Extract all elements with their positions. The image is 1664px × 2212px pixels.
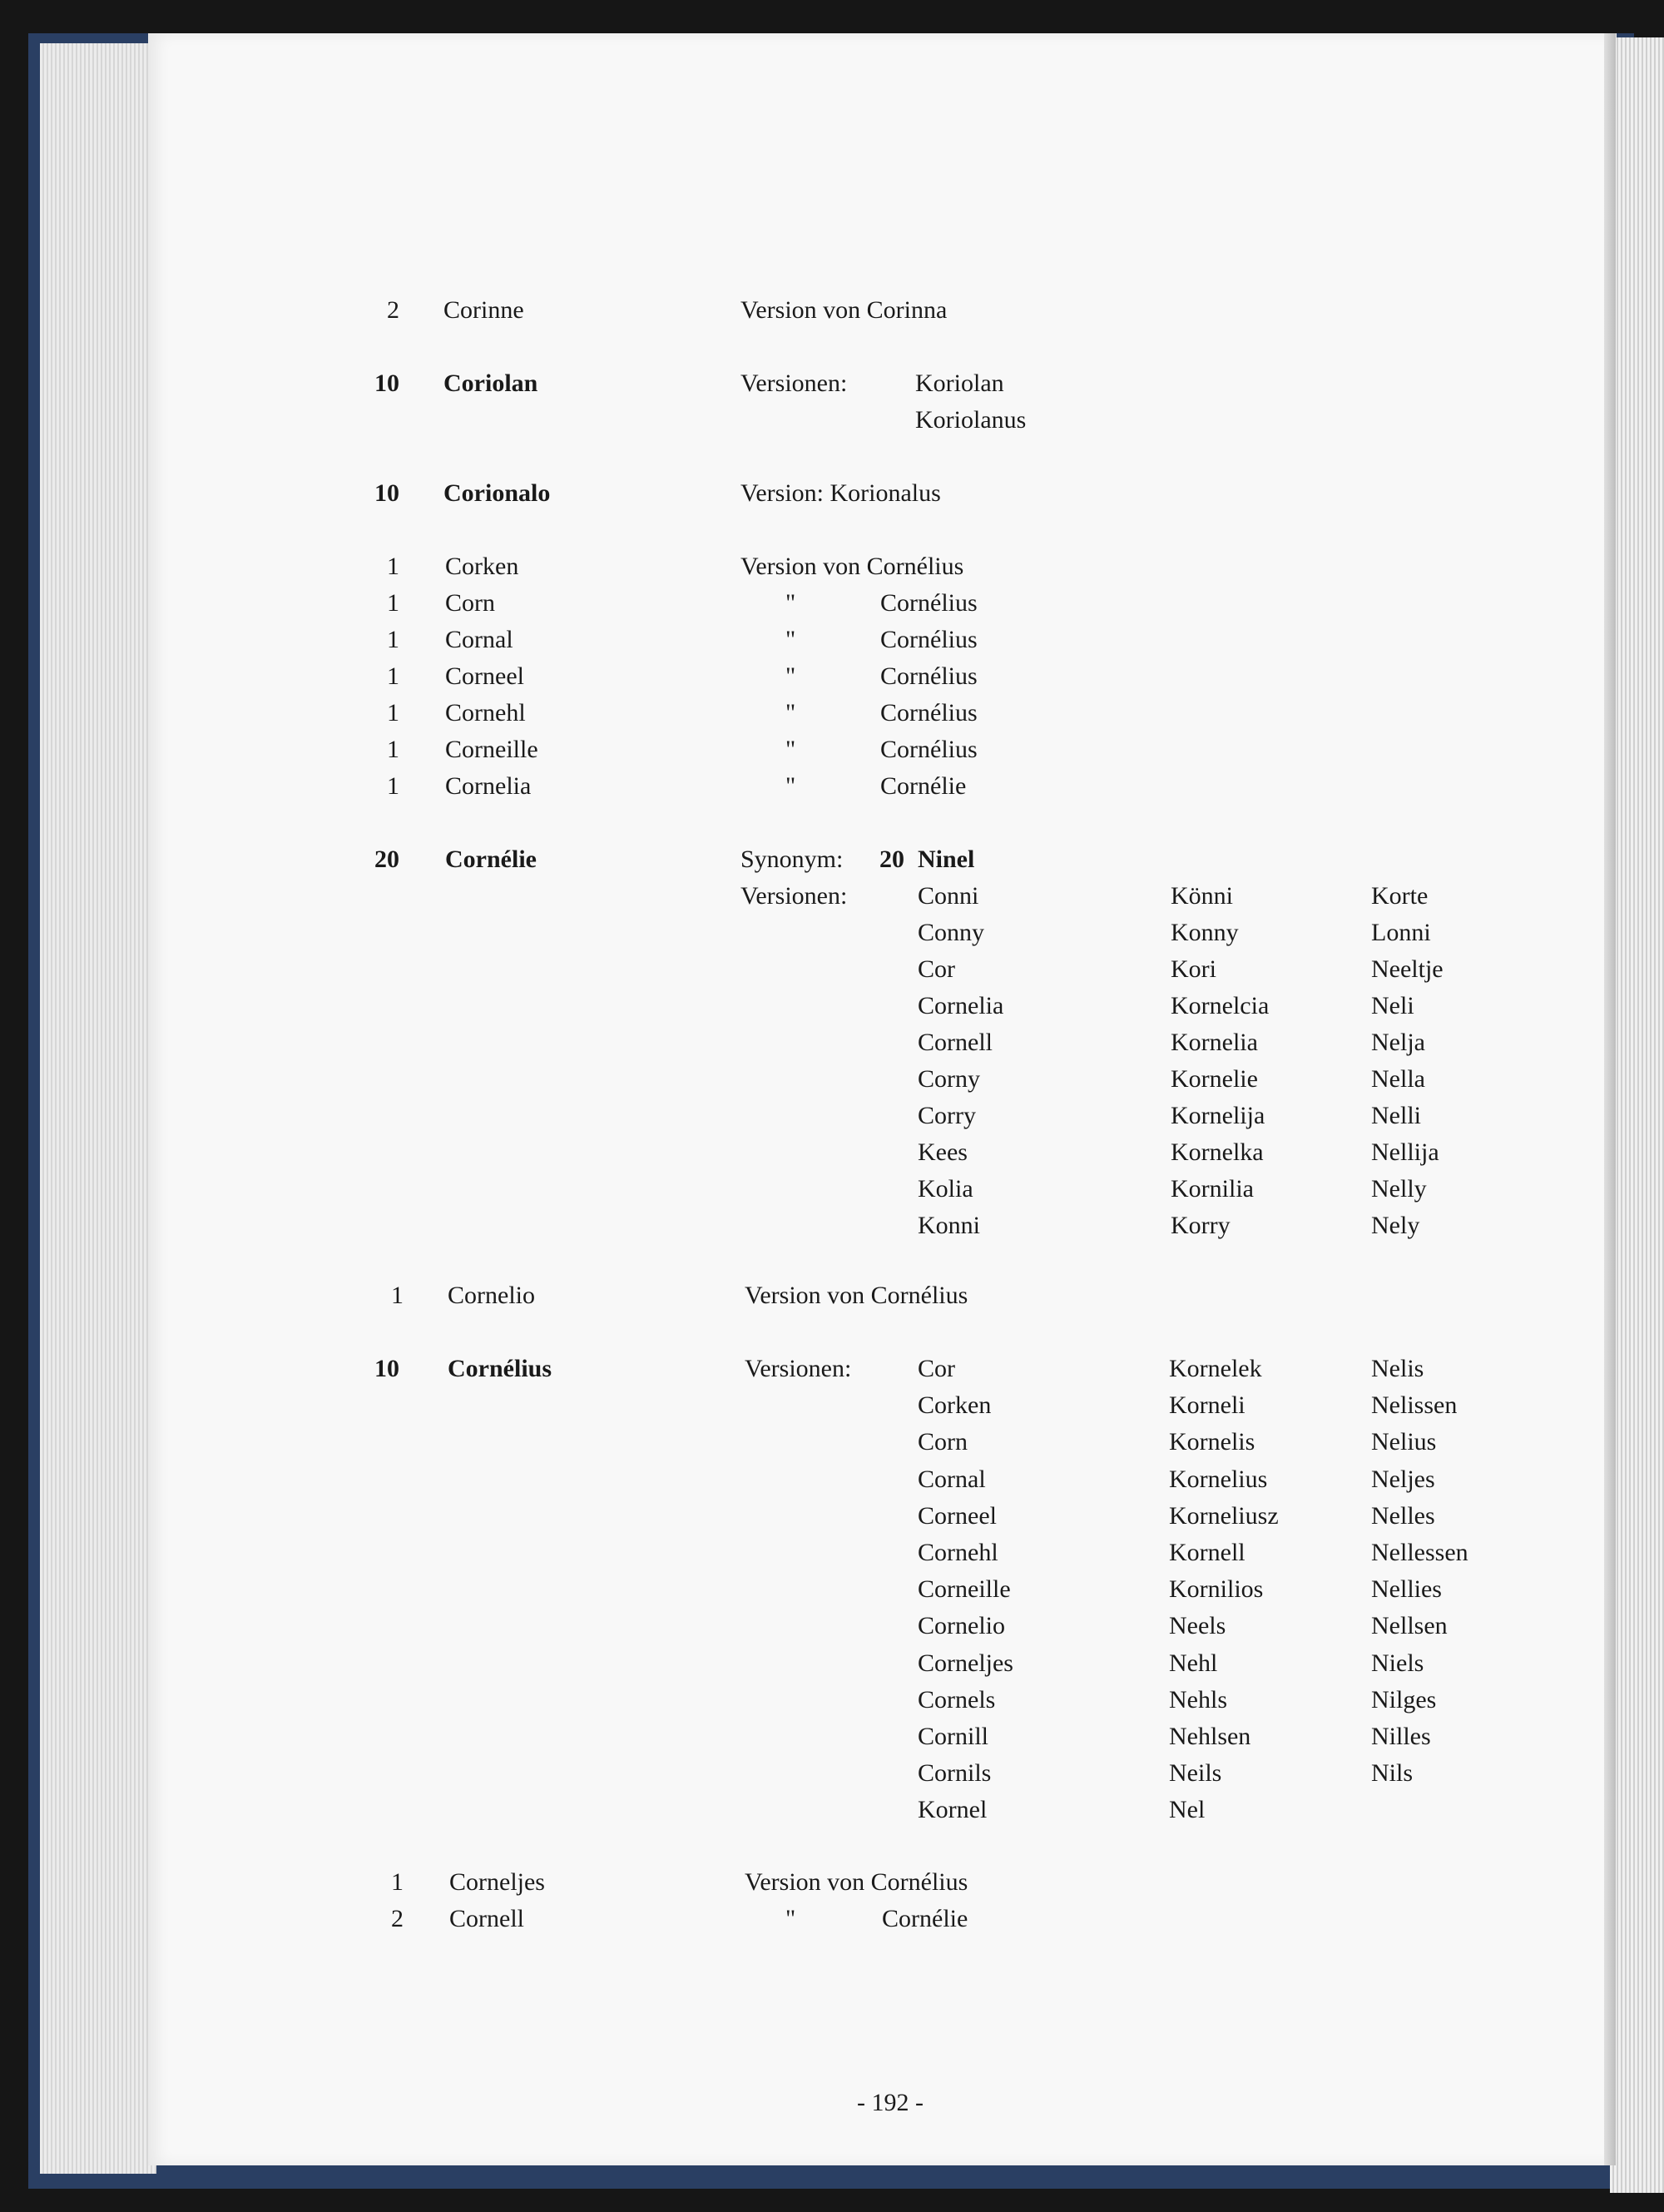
entry-reference: Cornélius [880,662,978,690]
version-name: Nelli [1371,1102,1421,1129]
version-name: Cornehl [918,1539,998,1566]
version-name: Conni [918,882,979,910]
entry-name: Coriolan [443,369,538,397]
version-name: Cor [918,955,955,983]
entry-reference: Cornélie [880,772,967,800]
page-number: - 192 - [857,2089,924,2116]
entry-number: 10 [374,369,399,397]
version-name: Korte [1371,882,1429,910]
version-name: Kornelka [1171,1138,1264,1166]
entry-description: Version von Cornélius [740,553,964,580]
ditto-mark: " [785,589,796,617]
entry-name: Cornelia [445,772,532,800]
page-edges-right [1610,37,1664,2193]
version-name: Cornelia [918,992,1004,1019]
page-edges-left [40,43,156,2174]
version-name: Kornelia [1171,1029,1258,1056]
entry-name: Corneille [445,736,538,763]
entry-number: 1 [387,626,399,653]
entry-reference: Cornélius [880,626,978,653]
version-name: Korneli [1169,1391,1246,1420]
version-name: Kori [1171,955,1216,983]
entry-number: 1 [387,772,399,800]
entry-name: Cornélie [445,846,537,873]
entry-name: Corionalo [443,479,551,507]
version-name: Korry [1171,1212,1231,1239]
version-name: Kornell [1169,1539,1246,1566]
version-name: Neels [1169,1612,1226,1640]
synonym-name: Ninel [918,846,975,873]
version-name: Nilles [1371,1723,1431,1750]
ditto-mark: " [785,626,796,653]
ditto-mark: " [785,736,796,763]
entry-name: Cornehl [445,699,526,727]
version-name: Cornels [918,1685,996,1714]
version-name: Neils [1169,1759,1222,1788]
version-name: Conny [918,919,985,946]
version-name: Corken [918,1391,992,1420]
version-name: Corneille [918,1575,1011,1604]
entry-number: 1 [387,553,399,580]
version-name: Koriolan [915,369,1004,397]
entry-name: Corn [445,589,495,617]
entry-name: Cornal [445,626,513,653]
version-name: Nelius [1371,1428,1437,1456]
version-name: Corny [918,1065,980,1093]
version-name: Kornelcia [1171,992,1270,1019]
version-name: Corn [918,1428,968,1456]
versions-label: Versionen: [740,882,848,910]
entry-name: Corneel [445,662,524,690]
version-name: Koriolanus [915,406,1027,434]
synonym-number: 20 [879,846,904,873]
versions-label: Versionen: [745,1355,852,1382]
version-name: Neeltje [1371,955,1444,983]
version-name: Kees [918,1138,968,1166]
entry-number: 20 [374,846,399,873]
entry-description: Version von Cornélius [745,1282,968,1309]
version-name: Nils [1371,1759,1414,1788]
ditto-mark: " [785,1905,796,1932]
version-name: Niels [1371,1649,1424,1677]
entry-number: 1 [387,589,399,617]
version-name: Cor [918,1355,955,1382]
entry-name: Corken [445,553,519,580]
entry-number: 1 [391,1868,404,1896]
version-name: Kornelek [1169,1355,1262,1382]
entry-name: Cornélius [448,1355,552,1382]
entry-description: Version von Corinna [740,296,948,324]
version-name: Nellija [1371,1138,1439,1166]
version-name: Kornelis [1169,1428,1255,1456]
entry-reference: Cornélius [880,736,978,763]
version-name: Corneljes [918,1649,1013,1677]
entry-number: 1 [391,1282,404,1309]
version-name: Kornelie [1171,1065,1258,1093]
entry-number: 10 [374,1355,399,1382]
version-name: Corneel [918,1501,997,1530]
entry-number: 1 [387,662,399,690]
synonym-label: Synonym: [740,846,844,873]
version-name: Nehls [1169,1685,1227,1714]
version-name: Kornelius [1169,1465,1268,1493]
entry-number: 2 [391,1905,404,1932]
version-name: Könni [1171,882,1233,910]
version-name: Kolia [918,1175,973,1203]
version-name: Nelly [1371,1175,1427,1203]
version-name: Cornils [918,1759,992,1788]
ditto-mark: " [785,662,796,690]
version-name: Nelles [1371,1501,1435,1530]
version-name: Kornelija [1171,1102,1265,1129]
version-name: Nehlsen [1169,1723,1251,1750]
entry-reference: Cornélius [880,699,978,727]
version-name: Nilges [1371,1685,1437,1714]
ditto-mark: " [785,699,796,727]
version-name: Cornal [918,1465,986,1493]
version-name: Kornilios [1169,1575,1264,1604]
version-name: Nelja [1371,1029,1425,1056]
version-name: Corry [918,1102,976,1129]
entry-number: 1 [387,736,399,763]
version-name: Nellsen [1371,1612,1448,1640]
version-name: Nella [1371,1065,1425,1093]
entry-description: Version: Korionalus [740,479,941,507]
entry-name: Corinne [443,296,524,324]
entry-reference: Cornélius [880,589,978,617]
entry-name: Cornelio [448,1282,535,1309]
version-name: Nellies [1371,1575,1442,1604]
ditto-mark: " [785,772,796,800]
version-name: Neljes [1371,1465,1435,1493]
version-name: Cornell [918,1029,993,1056]
entry-number: 1 [387,699,399,727]
entry-name: Corneljes [449,1868,545,1896]
version-name: Neli [1371,992,1414,1019]
version-name: Lonni [1371,919,1431,946]
version-name: Nellessen [1371,1539,1468,1566]
version-name: Cornelio [918,1612,1005,1640]
version-name: Korneliusz [1169,1501,1279,1530]
book-page [148,33,1617,2165]
entry-reference: Cornélie [882,1905,968,1932]
version-name: Nelis [1371,1355,1424,1382]
version-name: Nehl [1169,1649,1218,1677]
entry-description: Version von Cornélius [745,1868,968,1896]
version-name: Kornilia [1171,1175,1254,1203]
entry-number: 10 [374,479,399,507]
entry-number: 2 [387,296,399,324]
version-name: Nel [1169,1796,1206,1824]
page-gutter [1604,33,1616,2165]
version-name: Konny [1171,919,1239,946]
version-name: Nelissen [1371,1391,1458,1420]
version-name: Konni [918,1212,980,1239]
version-name: Kornel [918,1796,988,1824]
versions-label: Versionen: [740,369,848,397]
version-name: Nely [1371,1212,1420,1239]
entry-name: Cornell [449,1905,524,1932]
version-name: Cornill [918,1723,989,1750]
